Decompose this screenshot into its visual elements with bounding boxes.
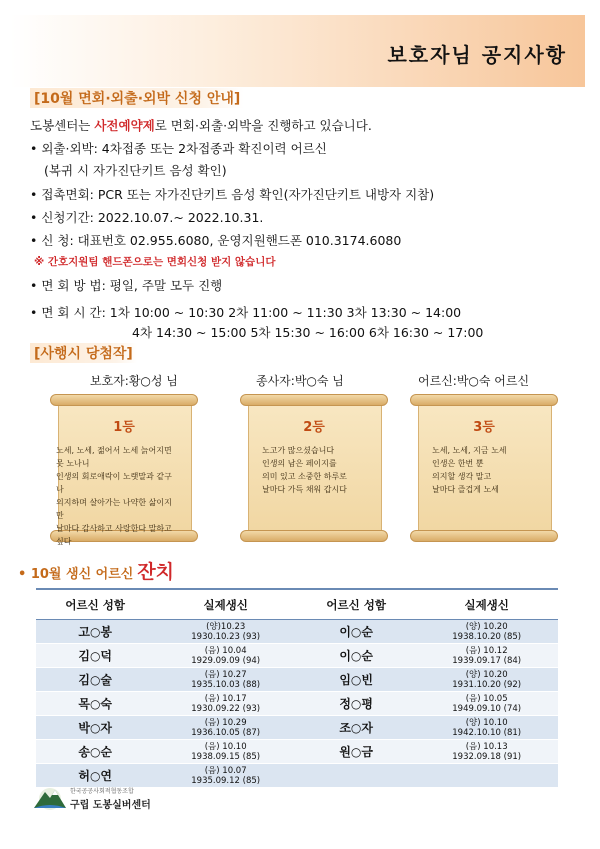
- birth-date: [415, 740, 558, 764]
- full-date: 1936.10.05 (87): [191, 727, 261, 738]
- elder-name: 원○금: [297, 740, 415, 764]
- mountain-logo-icon: [32, 782, 68, 810]
- poem-line: 의미 있고 소중한 하루로: [262, 472, 347, 481]
- birth-date: [415, 620, 558, 644]
- birth-date: [154, 644, 297, 668]
- winner-name: 어르신:박○숙 어르신: [418, 374, 530, 388]
- scroll-rod: [50, 394, 198, 406]
- org-subtitle: 한국공공사회적협동조합: [70, 788, 134, 795]
- table-row: [36, 620, 558, 644]
- full-date: 1932.09.18 (91): [452, 751, 522, 762]
- lunar-date: (음) 10.27: [204, 669, 247, 680]
- notice-item: (복귀 시 자가진단키트 음성 확인): [44, 163, 227, 178]
- poem-line: 인생의 회로애락이 노랫말과 같구나: [56, 472, 172, 494]
- poem-line: 인생은 한번 뿐: [432, 459, 484, 468]
- full-date: 1930.09.22 (93): [191, 703, 261, 714]
- poem-scroll: [50, 394, 198, 546]
- poem-line: 인생의 남은 페이지를: [262, 459, 337, 468]
- elder-name: 이○순: [297, 644, 415, 668]
- notice-item: • 신청기간: 2022.10.07.~ 2022.10.31.: [30, 210, 264, 225]
- poem-scroll: [410, 394, 558, 542]
- poem-scroll: [240, 394, 388, 542]
- elder-name: 조○자: [297, 716, 415, 740]
- lunar-date: (음) 10.10: [204, 741, 247, 752]
- full-date: 1949.09.10 (74): [452, 703, 522, 714]
- poem-line: 날마다 즐겁게 노세: [432, 485, 499, 494]
- poem-line: 노세, 노세, 젊어서 노세 늙어지면 못 노나니: [56, 446, 172, 468]
- intro-text-end: 로 면회·외출·외박을 진행하고 있습니다.: [154, 118, 372, 133]
- birth-date: [154, 692, 297, 716]
- notice-item: • 접촉면회: PCR 또는 자가진단키트 음성 확인(자가진단키트 내방자 지참): [30, 187, 435, 202]
- birthday-heading: [18, 557, 174, 584]
- full-date: 1935.10.03 (88): [191, 679, 261, 690]
- elder-name: 김○덕: [36, 644, 154, 668]
- poem-text: [56, 444, 176, 548]
- table-row: [36, 716, 558, 740]
- notice-intro: [30, 116, 372, 134]
- column-header: 어르신 성함: [36, 589, 154, 620]
- lunar-date: (음) 10.07: [204, 765, 247, 776]
- lunar-date: (양) 10.20: [465, 669, 508, 680]
- poem-line: 노고가 많으셨습니다: [262, 446, 335, 455]
- full-date: 1942.10.10 (81): [452, 727, 522, 738]
- notice-item: • 면 회 시 간: 1차 10:00 ~ 10:30 2차 11:00 ~ 11:30 3차 13:30 ~ 14:00: [30, 305, 462, 320]
- winner-name: 보호자:황○성 님: [90, 374, 178, 388]
- notice-item: • 신 청: 대표번호 02.955.6080, 운영지원핸드폰 010.3174.6080: [30, 233, 402, 248]
- birth-date: [415, 764, 558, 788]
- elder-name: 박○자: [36, 716, 154, 740]
- table-row: [36, 668, 558, 692]
- elder-name: 정○평: [297, 692, 415, 716]
- birth-date: [415, 644, 558, 668]
- notice-warning: ※ 간호지원팀 핸드폰으로는 면회신청 받지 않습니다: [34, 256, 276, 268]
- poem-line: 의지하며 살아가는 나약한 삶이지만: [56, 498, 172, 520]
- lunar-date: (양) 10.10: [465, 717, 508, 728]
- elder-name: 김○술: [36, 668, 154, 692]
- birthday-heading-text: • 10월 생신 어르신: [18, 567, 134, 582]
- lunar-date: (음) 10.05: [465, 693, 508, 704]
- full-date: 1929.09.09 (94): [191, 655, 261, 666]
- full-date: 1930.10.23 (93): [191, 631, 261, 642]
- notice-item: • 면 회 방 법: 평일, 주말 모두 진행: [30, 278, 223, 293]
- elder-name: 목○숙: [36, 692, 154, 716]
- rank-label: 2등: [303, 420, 325, 435]
- winner-name: 종사자:박○숙 님: [256, 374, 344, 388]
- scroll-rod: [410, 394, 558, 406]
- full-date: 1931.10.20 (92): [452, 679, 522, 690]
- org-name: 구립 도봉실버센터: [70, 800, 151, 811]
- column-header: 실제생신: [415, 589, 558, 620]
- poem-line: 노세, 노세, 지금 노세: [432, 446, 507, 455]
- birth-date: [415, 716, 558, 740]
- full-date: 1935.09.12 (85): [191, 775, 261, 786]
- column-header: 실제생신: [154, 589, 297, 620]
- poem-line: 날마다 가득 채워 갑시다: [262, 485, 347, 494]
- birthday-heading-emphasis: 잔치: [137, 561, 175, 583]
- elder-name: [297, 764, 415, 788]
- birth-date: [154, 764, 297, 788]
- table-row: [36, 644, 558, 668]
- birth-date: [415, 668, 558, 692]
- poem-line: 날마다 감사하고 사랑한다 말하고 싶다: [56, 524, 172, 546]
- table-header-row: [36, 589, 558, 620]
- poem-text: [432, 444, 552, 496]
- poem-text: [262, 444, 382, 496]
- notice-heading: [10월 면회·외출·외박 신청 안내]: [30, 88, 244, 108]
- full-date: 1938.09.15 (85): [191, 751, 261, 762]
- lottery-heading: [사행시 당첨작]: [30, 343, 137, 363]
- elder-name: 허○연: [36, 764, 154, 788]
- lunar-date: (양) 10.20: [465, 621, 508, 632]
- poem-line: 의지할 생각 말고: [432, 472, 492, 481]
- page-title: 보호자님 공지사항: [387, 43, 567, 67]
- intro-text: 도봉센터는: [30, 118, 95, 133]
- scroll-rod: [240, 394, 388, 406]
- lunar-date: (음) 10.29: [204, 717, 247, 728]
- notice-item: • 외출·외박: 4차접종 또는 2차접종과 확진이력 어르신: [30, 141, 327, 156]
- lunar-date: (음) 10.17: [204, 693, 247, 704]
- header-banner: [10, 15, 585, 87]
- lunar-date: (양)10.23: [206, 621, 246, 632]
- rank-label: 1등: [113, 420, 135, 435]
- lunar-date: (음) 10.12: [465, 645, 508, 656]
- elder-name: 임○빈: [297, 668, 415, 692]
- full-date: 1938.10.20 (85): [452, 631, 522, 642]
- rank-label: 3등: [473, 420, 495, 435]
- birth-date: [154, 716, 297, 740]
- scroll-rod: [240, 530, 388, 542]
- table-row: [36, 740, 558, 764]
- birth-date: [415, 692, 558, 716]
- scroll-rod: [410, 530, 558, 542]
- birth-date: [154, 620, 297, 644]
- intro-highlight: 사전예약제: [94, 118, 155, 133]
- column-header: 어르신 성함: [297, 589, 415, 620]
- birthday-table: [36, 588, 558, 788]
- lunar-date: (음) 10.04: [204, 645, 247, 656]
- birth-date: [154, 668, 297, 692]
- elder-name: 이○순: [297, 620, 415, 644]
- elder-name: 송○순: [36, 740, 154, 764]
- elder-name: 고○봉: [36, 620, 154, 644]
- table-row: [36, 764, 558, 788]
- birth-date: [154, 740, 297, 764]
- notice-item: 4차 14:30 ~ 15:00 5차 15:30 ~ 16:00 6차 16:30 ~ 17:00: [132, 325, 484, 340]
- table-row: [36, 692, 558, 716]
- lunar-date: (음) 10.13: [465, 741, 508, 752]
- full-date: 1939.09.17 (84): [452, 655, 522, 666]
